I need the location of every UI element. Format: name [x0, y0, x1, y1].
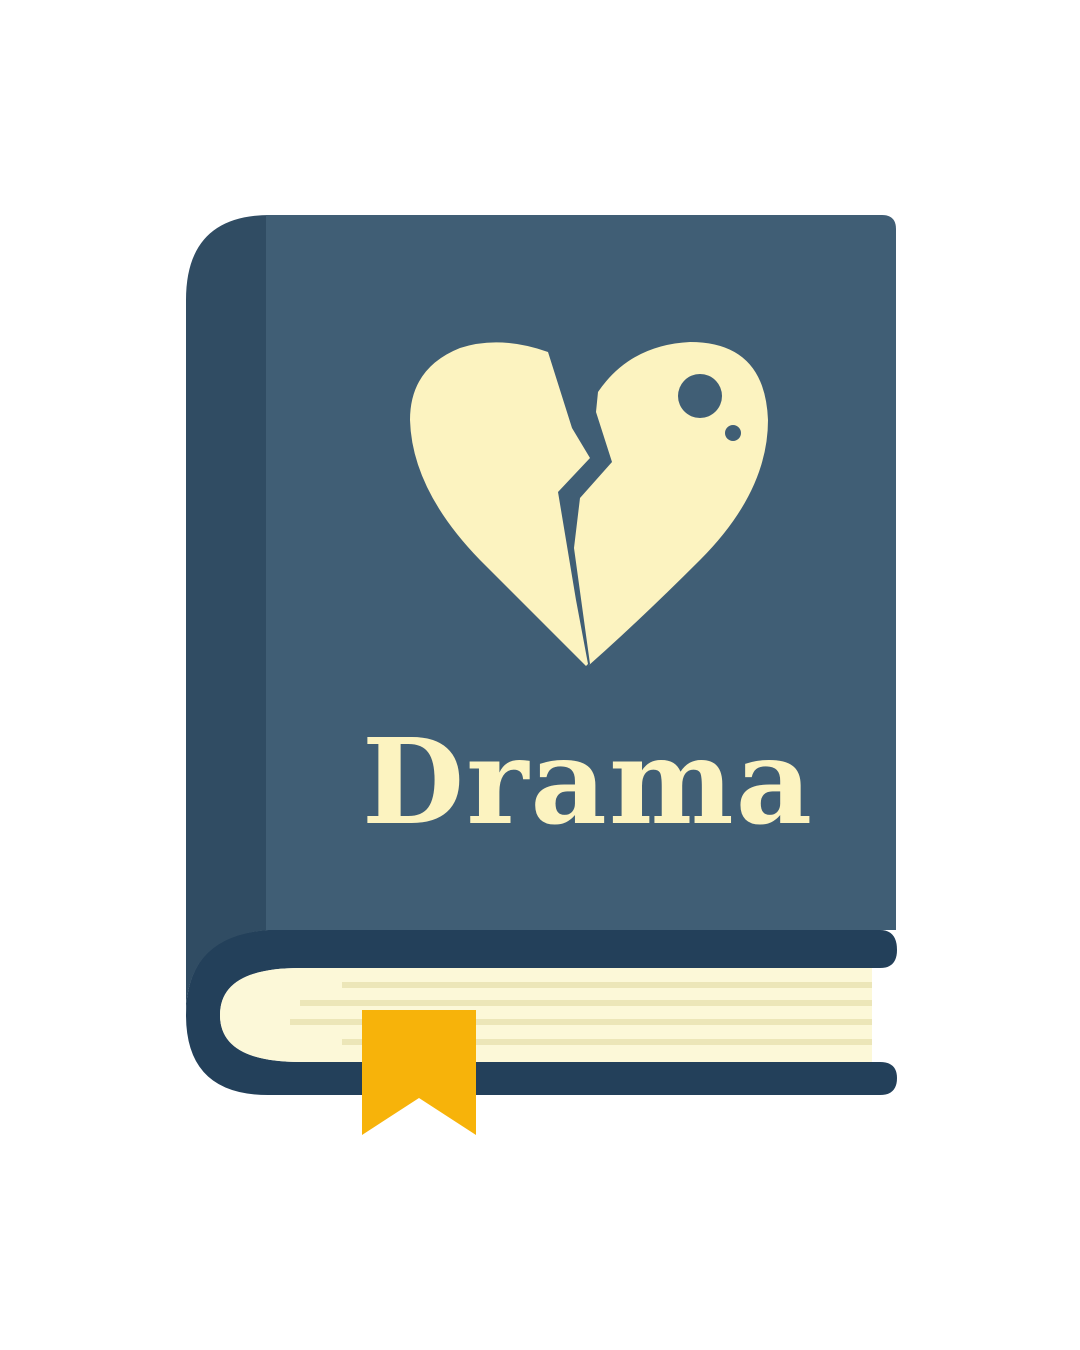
heart-highlight-small: [725, 425, 741, 441]
book-title: Drama: [361, 712, 815, 851]
heart-highlight-large: [678, 374, 722, 418]
book-spine-left: [186, 215, 270, 1015]
bookmark-ribbon: [362, 1010, 476, 1135]
